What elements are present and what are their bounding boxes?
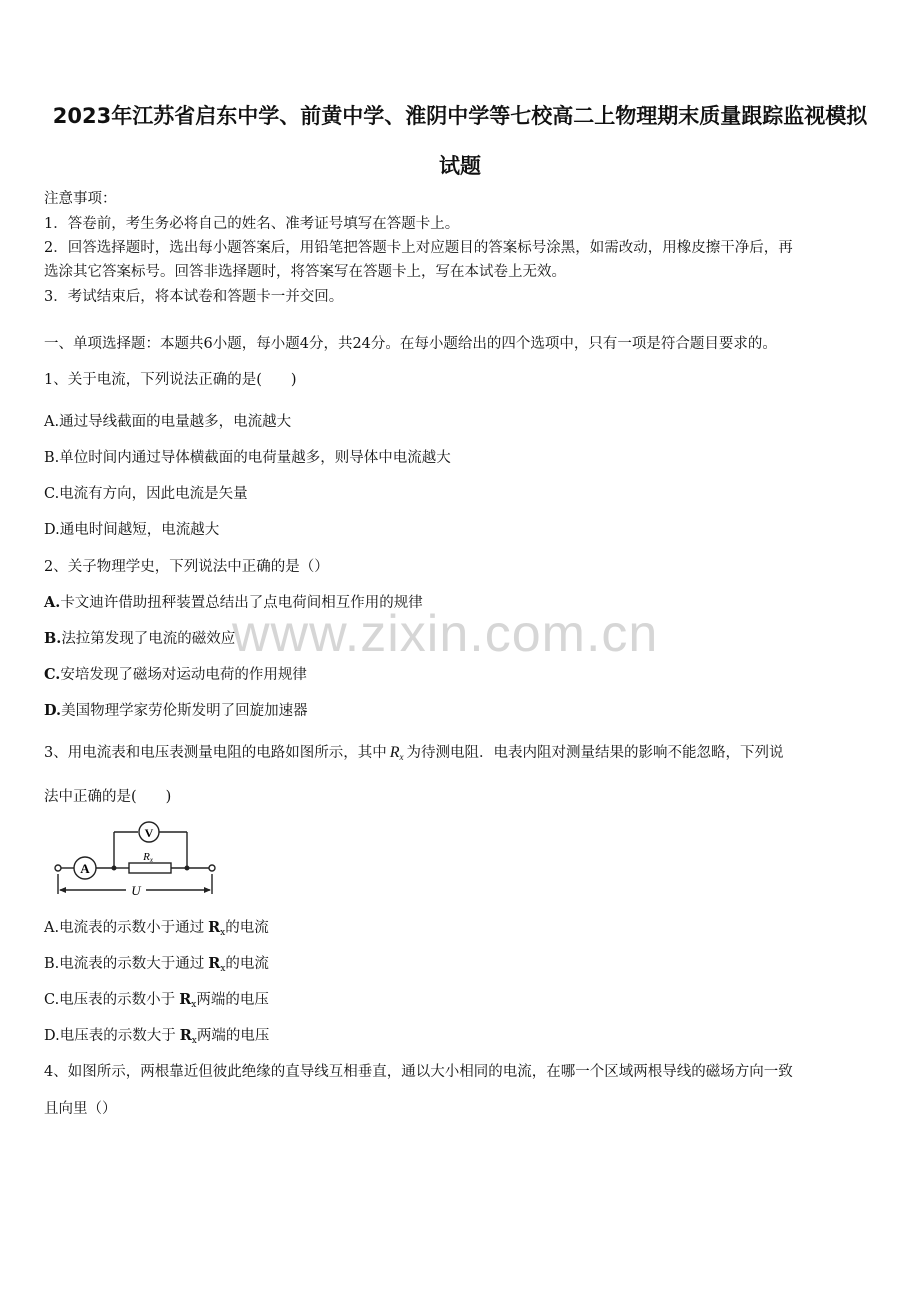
- q3-stem-line2: 法中正确的是( ): [44, 789, 172, 805]
- q2-option-a: [44, 591, 423, 612]
- q3-circuit-diagram: [50, 818, 220, 900]
- ammeter-label: A: [80, 861, 90, 876]
- resistor-symbol: [129, 863, 171, 873]
- q2-option-d-letter: D.: [44, 702, 62, 719]
- notice-item-2a: 2．回答选择题时，选出每小题答案后，用铅笔把答题卡上对应题目的答案标号涂黑，如需改动，用橡皮擦干净后，再: [44, 240, 793, 256]
- q3-rx-symbol: $R_x$: [389, 744, 404, 762]
- q4-stem-line1: 4、如图所示，两根靠近但彼此绝缘的直导线互相垂直，通以大小相同的电流，在哪一个区域两根导线的磁场方向一致: [44, 1064, 793, 1080]
- q2-option-a-text: 卡文迪许借助扭秤装置总结出了点电荷间相互作用的规律: [60, 595, 423, 611]
- q2-option-a-letter: A.: [44, 594, 61, 611]
- notice-item-3: 3．考试结束后，将本试卷和答题卡一并交回。: [44, 289, 344, 305]
- q3-stem-after: 为待测电阻．电表内阻对测量结果的影响不能忽略，下列说: [406, 745, 784, 761]
- q2-option-b: [44, 627, 235, 648]
- q2-option-c: [44, 663, 307, 684]
- notice-item-1: 1．答卷前，考生务必将自己的姓名、准考证号填写在答题卡上。: [44, 216, 460, 232]
- voltage-label: U: [131, 883, 141, 898]
- left-terminal: [55, 865, 61, 871]
- q1-stem: 1、关于电流，下列说法正确的是( ): [44, 372, 297, 388]
- q2-option-b-text: 法拉第发现了电流的磁效应: [61, 631, 236, 647]
- voltmeter-label: V: [144, 826, 154, 840]
- notice-heading: 注意事项：: [44, 191, 117, 207]
- q3-option-a: A.电流表的示数小于通过 $R_x$的电流: [44, 919, 269, 938]
- resistor-label: Rx: [143, 851, 153, 864]
- q1-option-a: A.通过导线截面的电量越多，电流越大: [44, 414, 292, 430]
- q3-option-b: B.电流表的示数大于通过 $R_x$的电流: [44, 955, 269, 974]
- section-heading: 一、单项选择题：本题共6小题，每小题4分，共24分。在每小题给出的四个选项中，只有一项是符合题目要求的。: [44, 336, 777, 352]
- notice-item-2b: 选涂其它答案标号。回答非选择题时，将答案写在答题卡上，写在本试卷上无效。: [44, 264, 566, 280]
- q2-option-d: [44, 699, 308, 720]
- q2-option-c-letter: C.: [44, 666, 61, 683]
- q4-stem-line2: 且向里（）: [44, 1101, 117, 1117]
- watermark: www.zixin.com.cn: [232, 605, 659, 663]
- q1-option-d: D.通电时间越短，电流越大: [44, 522, 220, 538]
- document-title-line1: 2023年江苏省启东中学、前黄中学、淮阴中学等七校高二上物理期末质量跟踪监视模拟: [52, 104, 868, 128]
- q3-option-d: D.电压表的示数大于 $R_x$两端的电压: [44, 1027, 270, 1046]
- q1-option-c: C.电流有方向，因此电流是矢量: [44, 486, 248, 502]
- q2-option-b-letter: B.: [44, 630, 62, 647]
- q3-stem-line1: [44, 741, 784, 762]
- document-title-line2: 试题: [439, 154, 481, 178]
- q3-stem-before: 3、用电流表和电压表测量电阻的电路如图所示，其中: [44, 745, 387, 761]
- q2-option-c-text: 安培发现了磁场对运动电荷的作用规律: [60, 667, 307, 683]
- right-terminal: [209, 865, 215, 871]
- q2-stem: 2、关子物理学史，下列说法中正确的是（）: [44, 559, 329, 575]
- q1-option-b: B.单位时间内通过导体横截面的电荷量越多，则导体中电流越大: [44, 450, 451, 466]
- q3-option-c: C.电压表的示数小于 $R_x$两端的电压: [44, 991, 269, 1010]
- q2-option-d-text: 美国物理学家劳伦斯发明了回旋加速器: [61, 703, 308, 719]
